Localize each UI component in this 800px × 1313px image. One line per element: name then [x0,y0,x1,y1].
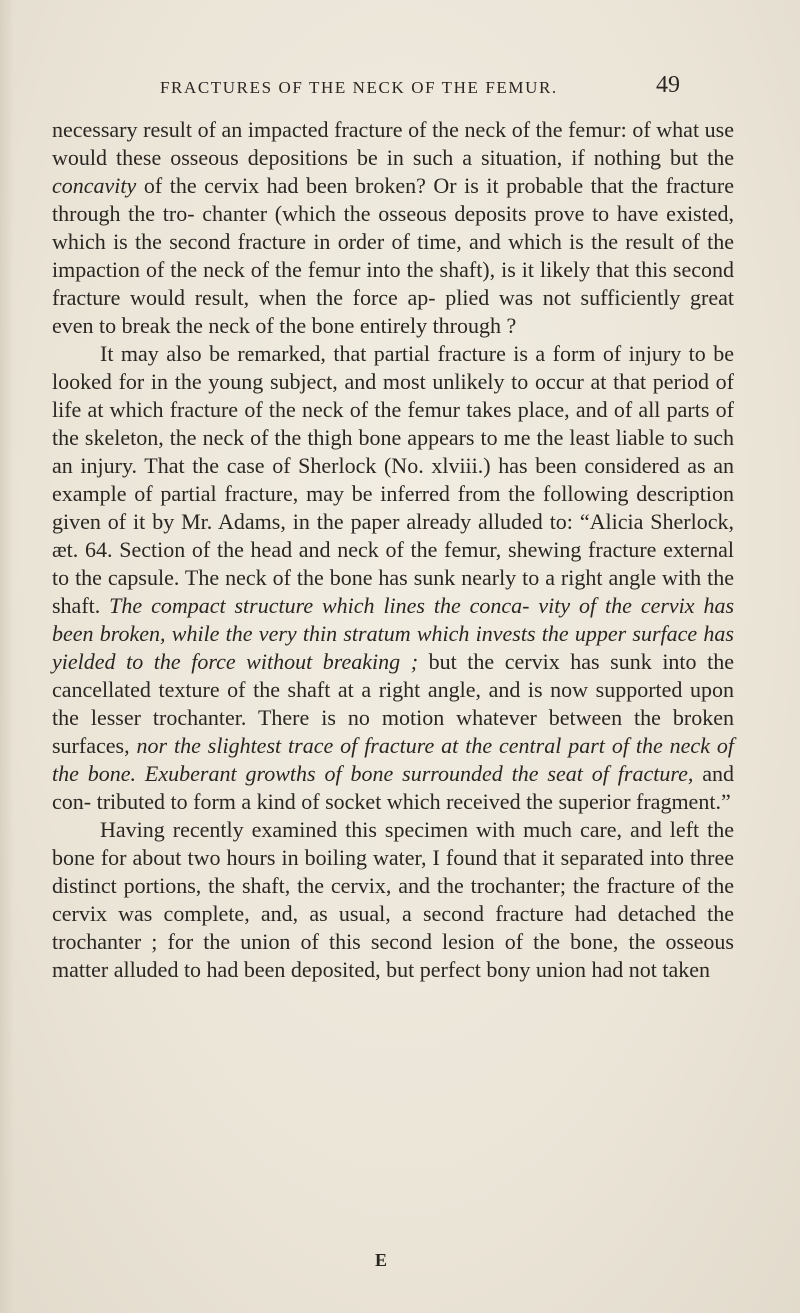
page-header [160,72,680,102]
text-run: but the cervix has sunk into the cancellated texture of the shaft at a right angle, and is now supported upon the lesser trochanter. There is no motion whatever between the broken surfaces, [52,649,734,758]
text-run: and con- tributed to form a kind of socket which received the superior fragment.” [52,761,735,814]
paragraph-2 [52,340,734,816]
paragraph-1 [52,116,734,340]
text-run: necessary result of an impacted fracture of the neck of the femur: of what use would these osseous depositions be in such a situation, if nothing but the [52,117,734,170]
page-number: 49 [656,72,680,98]
italic-text-run: concavity [52,173,137,198]
page-gutter-shadow [0,0,14,1313]
italic-text-run: The compact structure which lines the conca- vity of the cervix has been broken, while the very thin stratum which invests the upper surface has yielded to the force without breaking ; [52,593,735,674]
text-run: of the cervix had been broken? Or is it probable that the fracture through the tro- chanter (which the osseous deposits prove to have existed, which is the second fracture in order of time, and which is the result of the impaction of the neck of the femur into the shaft), is it likely that this second fracture would result, when the force ap- plied was not sufficiently great even to break the neck of the bone entirely through ? [52,173,734,338]
signature-mark: E [375,1250,388,1270]
text-run: It may also be remarked, that partial fracture is a form of injury to be looked for in the young subject, and most unlikely to occur at that period of life at which fracture of the neck of the femur takes place, and of all parts of the skeleton, the neck of the thigh bone appears to me the least liable to such an injury. That the case of Sherlock (No. xlviii.) has been considered as an example of partial fracture, may be inferred from the following description given of it by Mr. Adams, in the paper already alluded to: “Alicia Sherlock, æt. 64. Section of the head and neck of the femur, shewing fracture external to the capsule. The neck of the bone has sunk nearly to a right angle with the shaft. [52,341,734,618]
paragraph-3 [52,816,734,984]
italic-text-run: nor the slightest trace of fracture at the central part of the neck of the bone. Exuberant growths of bone surrounded the seat of fracture, [52,733,734,786]
text-run: Having recently examined this specimen with much care, and left the bone for about two hours in boiling water, I found that it separated into three distinct portions, the shaft, the cervix, and the trochanter; the fracture of the cervix was complete, and, as usual, a second fracture had detached the trochanter ; for the union of this second lesion of the bone, the osseous matter alluded to had been deposited, but perfect bony union had not taken [52,817,734,982]
body-text [52,116,734,984]
running-head: FRACTURES OF THE NECK OF THE FEMUR. [160,78,558,97]
